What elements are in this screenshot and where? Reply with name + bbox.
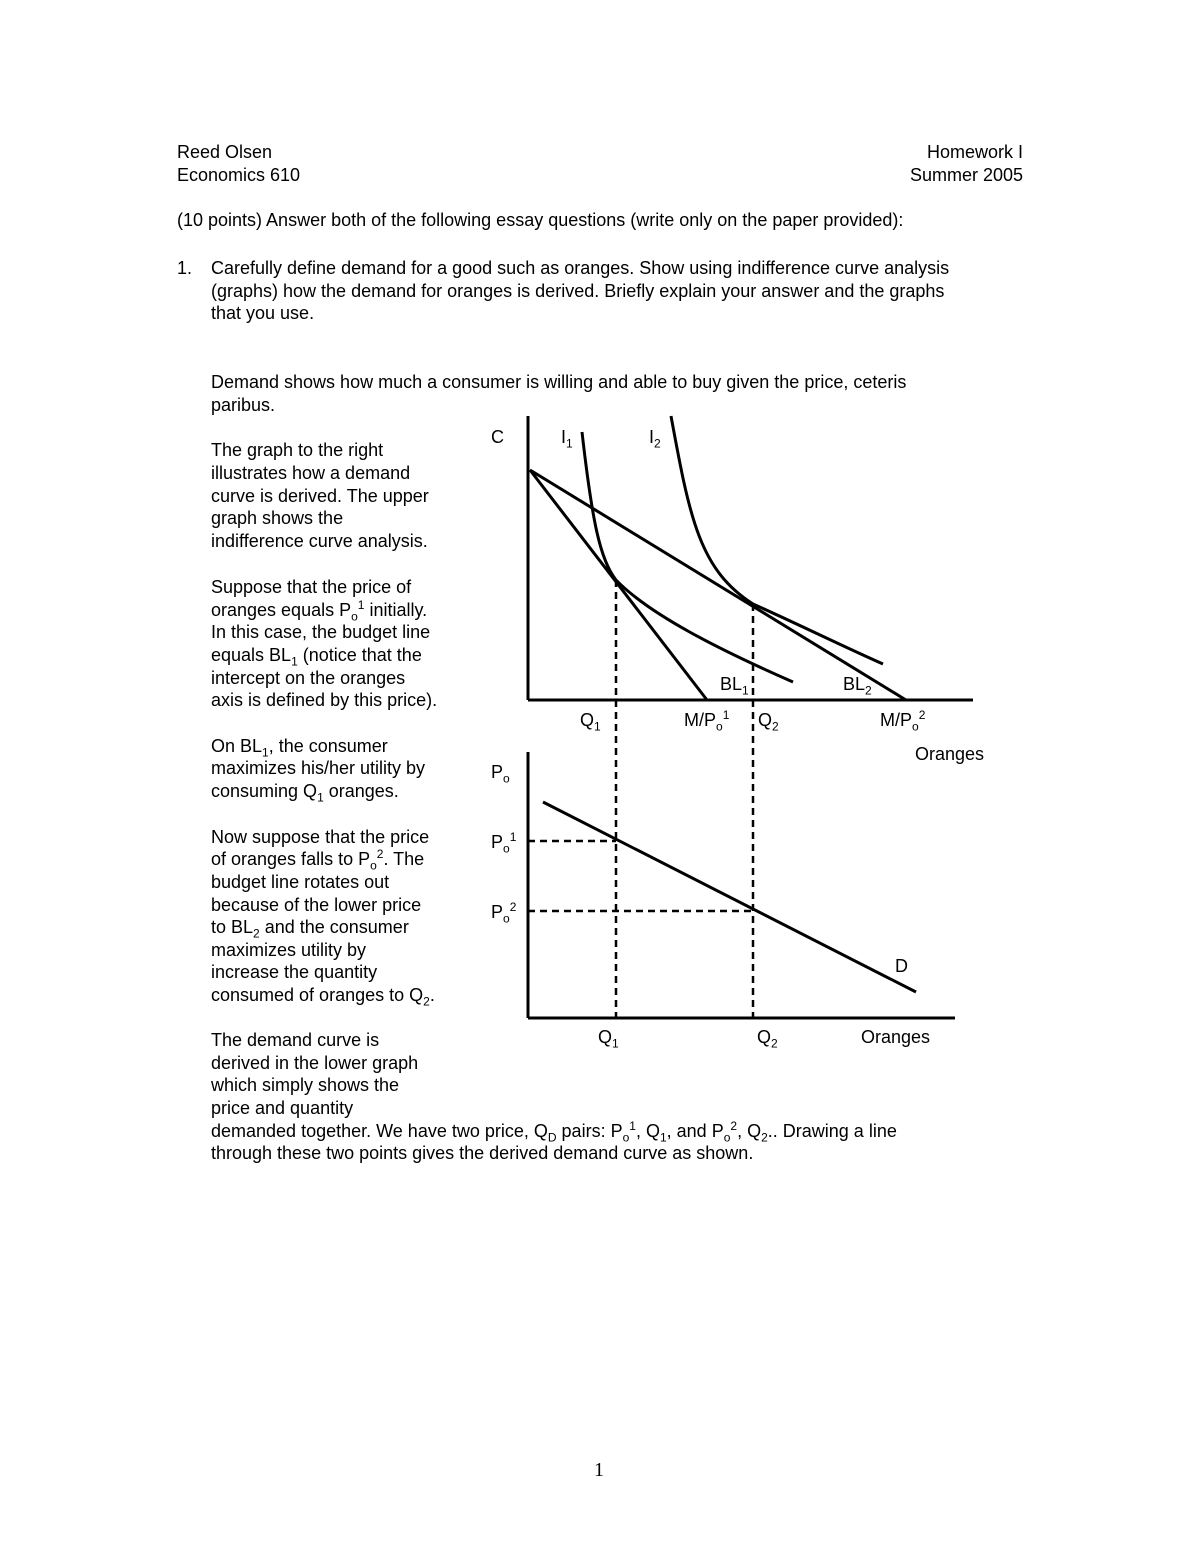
- answer-text-line: price and quantity: [211, 1098, 354, 1118]
- indifference-curve-2: [671, 416, 883, 664]
- question-line: (graphs) how the demand for oranges is derived. Briefly explain your answer and the graphs: [211, 281, 945, 301]
- answer-text-line: oranges equals $P_o^1$ initially.: [211, 598, 428, 624]
- upper-y-axis-label: C: [491, 427, 504, 447]
- answer-text-line: of oranges falls to $P_o^2$. The: [211, 847, 425, 873]
- answer-text-line: In this case, the budget line: [211, 622, 431, 642]
- answer-text-line: Suppose that the price of: [211, 577, 412, 597]
- indifference-curve-1: [582, 432, 793, 682]
- page-number: 1: [594, 1459, 604, 1481]
- answer-text-line: derived in the lower graph: [211, 1053, 419, 1073]
- answer-text-line: On $BL_1$, the consumer: [211, 736, 388, 760]
- course-name: Economics 610: [177, 165, 301, 185]
- lower-y-axis-label: $P_o$: [491, 762, 510, 786]
- answer-text-line: The demand curve is: [211, 1030, 380, 1050]
- budget-line-1: [530, 470, 707, 700]
- question-number: 1.: [177, 258, 193, 278]
- answer-text-line: intercept on the oranges: [211, 668, 406, 688]
- i2-label: $I_2$: [649, 427, 661, 451]
- upper-x-axis-label: Oranges: [915, 744, 985, 764]
- answer-text-line: axis is defined by this price).: [211, 690, 438, 710]
- answer-text-line: maximizes his/her utility by: [211, 758, 426, 778]
- price-2-label: $P_o^2$: [491, 900, 517, 926]
- answer-text-line: because of the lower price: [211, 895, 422, 915]
- answer-text-line: which simply shows the: [211, 1075, 400, 1095]
- lower-q2-label: $Q_2$: [757, 1027, 778, 1051]
- definition-line: Demand shows how much a consumer is willing and able to buy given the price, ceteris: [211, 372, 907, 392]
- answer-text-line: equals $BL_1$ (notice that the: [211, 645, 422, 669]
- bl2-label: $BL_2$: [843, 674, 872, 698]
- answer-text-line: Now suppose that the price: [211, 827, 430, 847]
- answer-text-line: indifference curve analysis.: [211, 531, 428, 551]
- answer-text-line: demanded together. We have two price, $Q_D$ pairs: $P_o^1$, $Q_1$, and $P_o^2$, $Q_2$.. Drawing a line: [211, 1119, 897, 1145]
- answer-text-line: maximizes utility by: [211, 940, 367, 960]
- author-name: Reed Olsen: [177, 142, 273, 162]
- i1-label: $I_1$: [561, 427, 573, 451]
- lower-q1-label: $Q_1$: [598, 1027, 619, 1051]
- instructions: (10 points) Answer both of the following essay questions (write only on the paper provided):: [177, 210, 904, 230]
- definition-line: paribus.: [211, 395, 276, 415]
- price-1-label: $P_o^1$: [491, 830, 517, 856]
- question-line: that you use.: [211, 303, 315, 323]
- answer-text-line: budget line rotates out: [211, 872, 390, 892]
- upper-q1-label: $Q_1$: [580, 710, 601, 734]
- lower-x-axis-label: Oranges: [861, 1027, 931, 1047]
- answer-text-line: The graph to the right: [211, 440, 384, 460]
- answer-text-line: to $BL_2$ and the consumer: [211, 917, 409, 941]
- demand-curve: [543, 802, 916, 992]
- m-over-p2-label: $M/P_o^2$: [880, 708, 926, 734]
- budget-line-2: [530, 470, 906, 700]
- bl1-label: $BL_1$: [720, 674, 749, 698]
- m-over-p1-label: $M/P_o^1$: [684, 708, 730, 734]
- term: Summer 2005: [909, 165, 1023, 185]
- answer-text-line: illustrates how a demand: [211, 463, 411, 483]
- upper-q2-label: $Q_2$: [758, 710, 779, 734]
- answer-text-line: consuming $Q_1$ oranges.: [211, 781, 399, 805]
- answer-text-line: increase the quantity: [211, 962, 378, 982]
- answer-text-line: curve is derived. The upper: [211, 486, 429, 506]
- answer-text-line: consumed of oranges to $Q_2$.: [211, 985, 435, 1009]
- assignment-title: Homework I: [926, 142, 1023, 162]
- demand-curve-label: D: [895, 956, 908, 976]
- answer-text-line: graph shows the: [211, 508, 344, 528]
- answer-text-line: through these two points gives the derived demand curve as shown.: [211, 1143, 754, 1163]
- question-line: Carefully define demand for a good such as oranges. Show using indifference curve analysis: [211, 258, 950, 278]
